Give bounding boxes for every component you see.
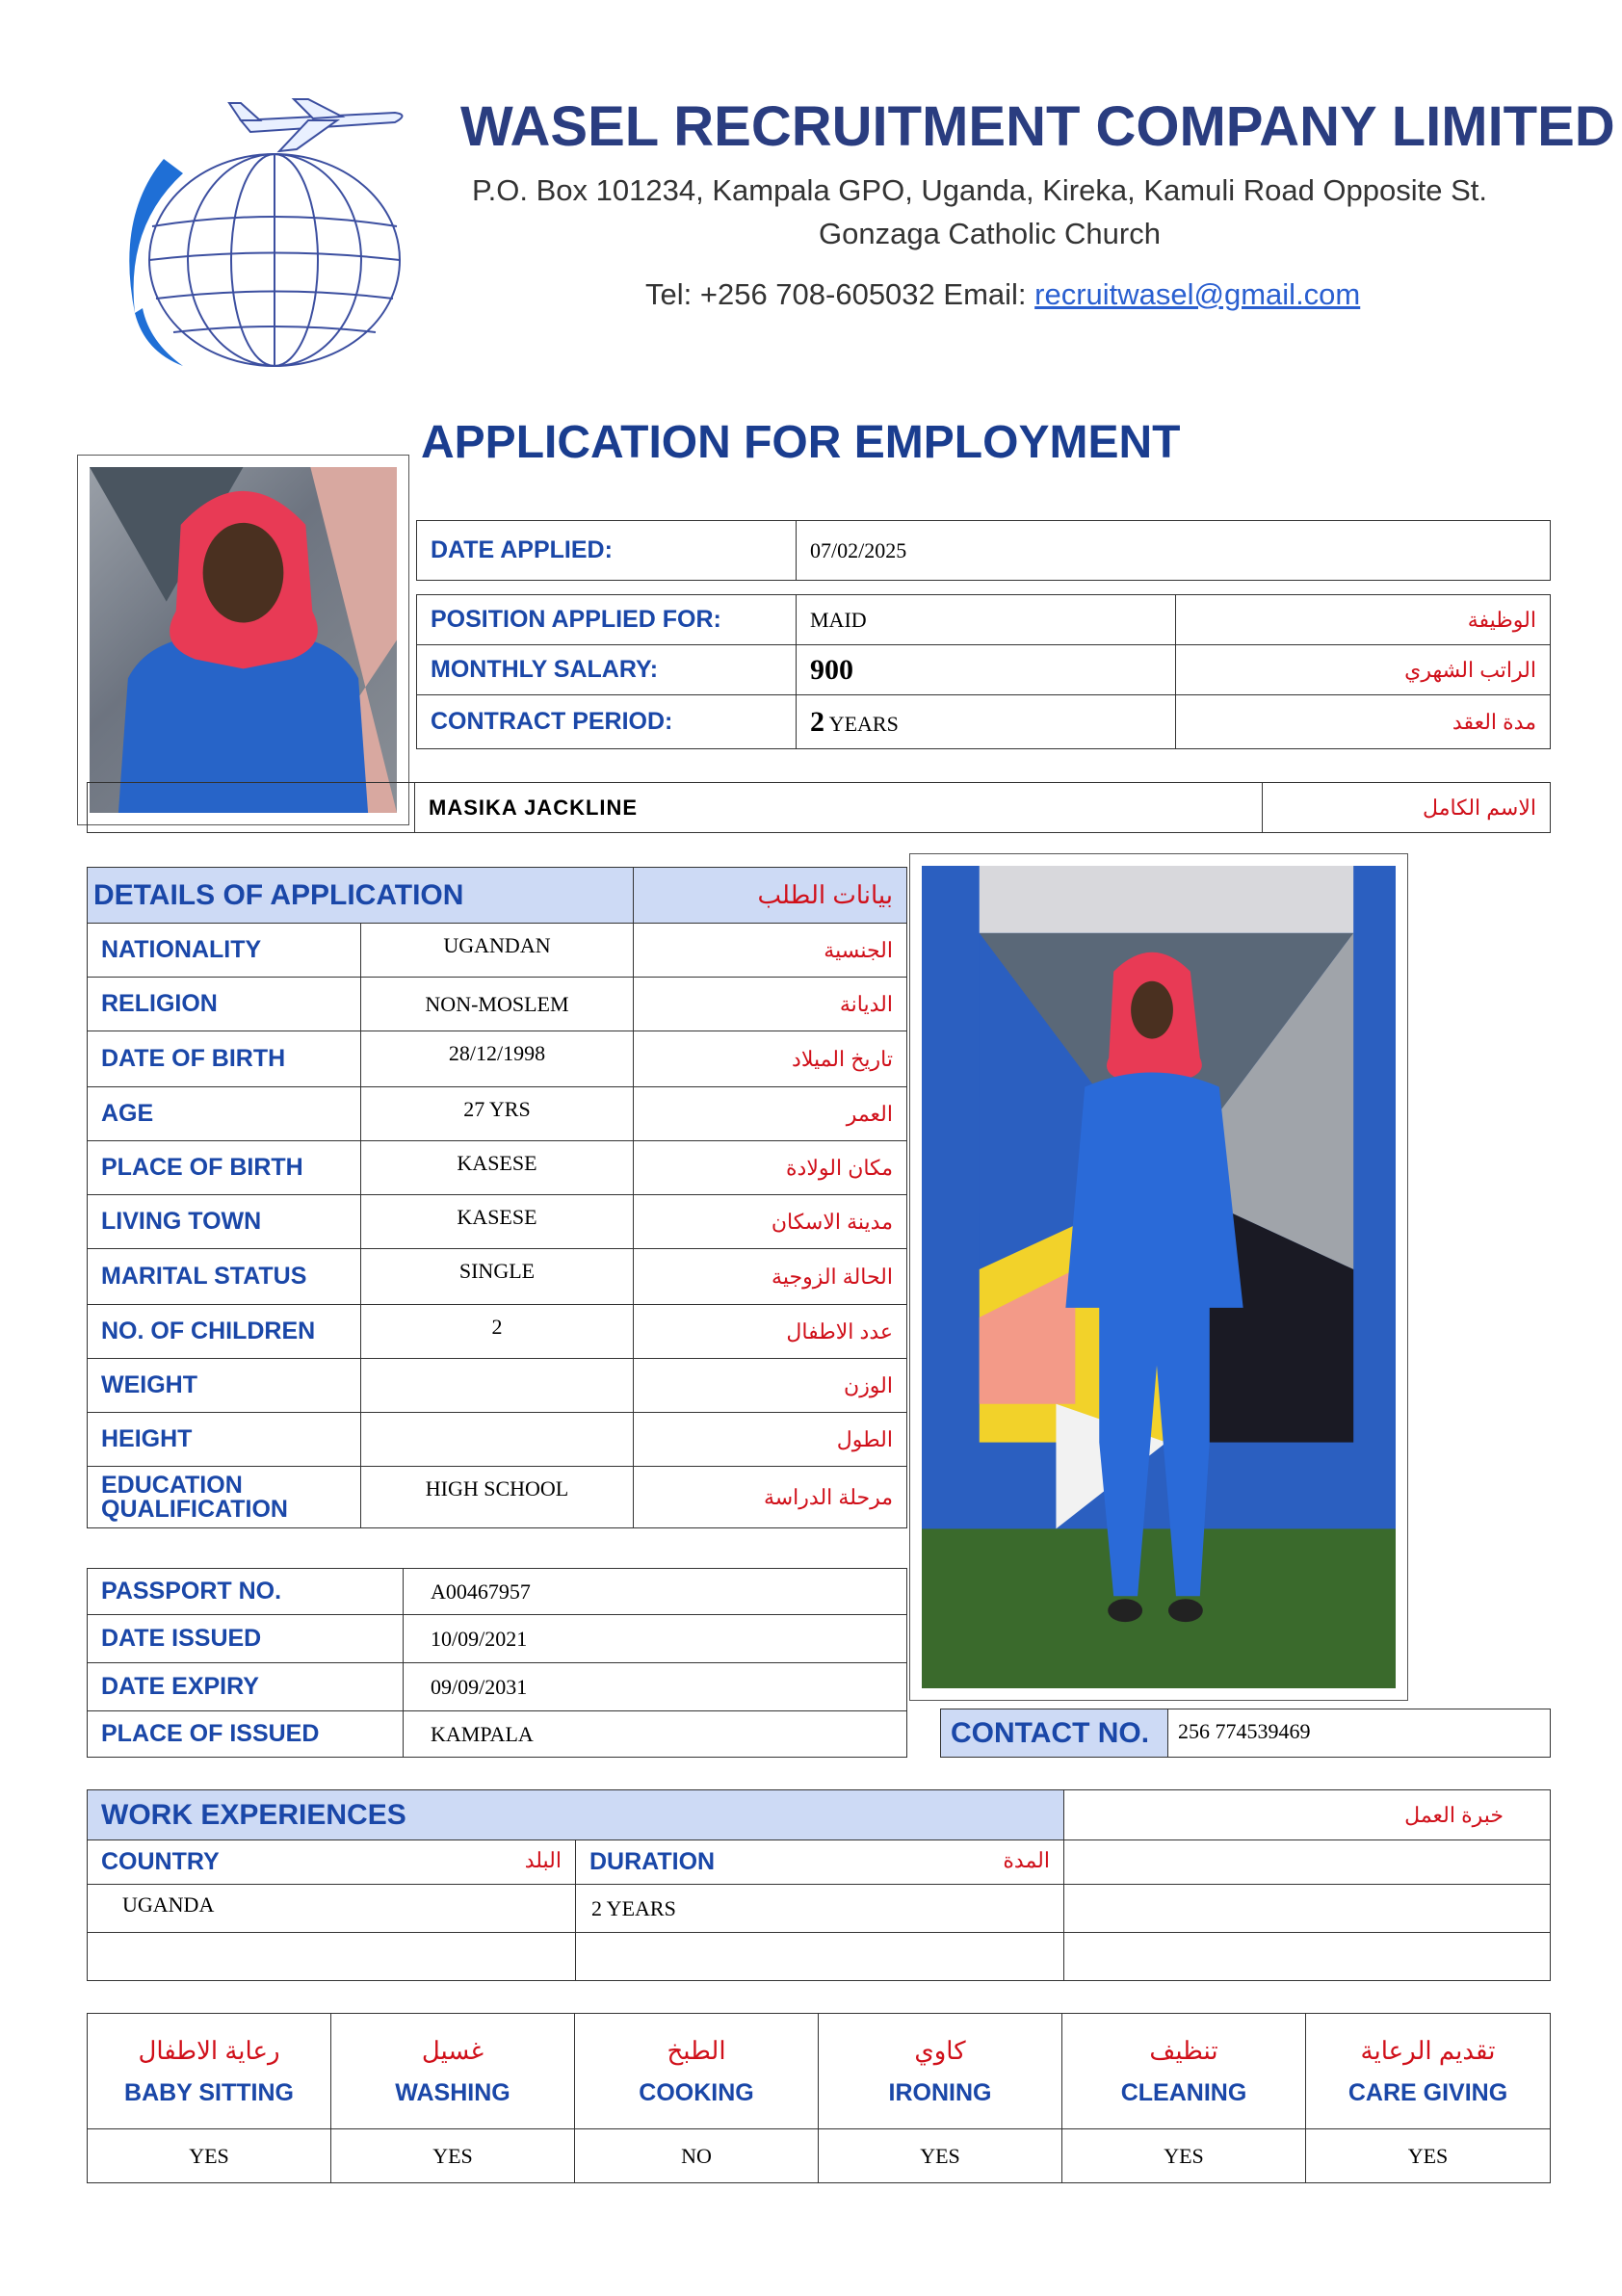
- work-extra: [1064, 1885, 1551, 1933]
- table-row: [88, 1615, 907, 1663]
- children-arabic: عدد الاطفال: [634, 1305, 907, 1359]
- religion-arabic: الديانة: [634, 978, 907, 1031]
- company-logo: [106, 91, 424, 371]
- date-expiry-label: DATE EXPIRY: [88, 1663, 404, 1711]
- work-experience-table: [87, 1789, 1551, 1981]
- company-contact-line: [645, 277, 1360, 312]
- table-row: [88, 978, 907, 1031]
- position-label: POSITION APPLIED FOR:: [417, 595, 797, 645]
- skill-arabic: غسيل: [421, 2035, 484, 2065]
- work-header: WORK EXPERIENCES: [88, 1790, 1064, 1840]
- contract-value: 2: [810, 705, 824, 738]
- passport-table: [87, 1568, 907, 1758]
- skill-label: CLEANING: [1120, 2078, 1247, 2106]
- skills-value-row: [88, 2129, 1551, 2183]
- skill-label: COOKING: [639, 2078, 754, 2106]
- height-label: HEIGHT: [88, 1413, 361, 1467]
- salary-label: MONTHLY SALARY:: [417, 645, 797, 695]
- skills-label-row: [88, 2014, 1551, 2129]
- skills-table: [87, 2013, 1551, 2183]
- full-name-arabic: الاسم الكامل: [1263, 783, 1551, 833]
- company-email-link[interactable]: recruitwasel@gmail.com: [1034, 277, 1361, 311]
- skill-value: YES: [1062, 2129, 1306, 2183]
- applicant-full-body-photo: [909, 853, 1408, 1701]
- age-arabic: العمر: [634, 1087, 907, 1141]
- position-table: [416, 594, 1551, 749]
- contract-value-suffix: YEARS: [824, 711, 899, 736]
- education-label: EDUCATION QUALIFICATION: [88, 1467, 361, 1528]
- work-header-arabic: خبرة العمل: [1064, 1790, 1551, 1840]
- skill-label: WASHING: [395, 2078, 510, 2106]
- work-duration: [576, 1933, 1064, 1981]
- age-label: AGE: [88, 1087, 361, 1141]
- table-row: [88, 1305, 907, 1359]
- company-address-line1: P.O. Box 101234, Kampala GPO, Uganda, Kireka, Kamuli Road Opposite St.: [472, 173, 1488, 207]
- weight-value: [360, 1359, 634, 1413]
- skill-cell: [1306, 2014, 1551, 2129]
- passport-no-value: A00467957: [404, 1569, 907, 1615]
- education-arabic: مرحلة الدراسة: [634, 1467, 907, 1528]
- height-arabic: الطول: [634, 1413, 907, 1467]
- dob-value: 28/12/1998: [360, 1031, 634, 1087]
- table-row: [88, 1031, 907, 1087]
- living-town-label: LIVING TOWN: [88, 1195, 361, 1249]
- skill-label: CARE GIVING: [1347, 2078, 1508, 2106]
- weight-label: WEIGHT: [88, 1359, 361, 1413]
- table-row: [88, 1141, 907, 1195]
- company-address-line2: Gonzaga Catholic Church: [819, 217, 1161, 250]
- details-header-row: [88, 868, 907, 924]
- place-of-birth-arabic: مكان الولادة: [634, 1141, 907, 1195]
- table-row: [88, 1885, 1551, 1933]
- work-subheader-row: [88, 1840, 1551, 1885]
- work-header-row: [88, 1790, 1551, 1840]
- skill-label: BABY SITTING: [124, 2078, 294, 2106]
- skill-arabic: رعاية الاطفال: [138, 2035, 280, 2065]
- date-applied-value: 07/02/2025: [797, 521, 1551, 581]
- details-header: DETAILS OF APPLICATION: [88, 868, 634, 924]
- skill-cell: [819, 2014, 1062, 2129]
- country-header-cell: [88, 1840, 576, 1885]
- full-name-value: MASIKA JACKLINE: [415, 783, 1263, 833]
- skill-arabic: تقديم الرعاية: [1360, 2035, 1496, 2065]
- date-issued-value: 10/09/2021: [404, 1615, 907, 1663]
- table-row: [88, 1359, 907, 1413]
- table-row: [88, 1087, 907, 1141]
- table-row: [88, 1249, 907, 1305]
- table-row: [88, 1711, 907, 1758]
- contract-row: [417, 695, 1551, 749]
- weight-arabic: الوزن: [634, 1359, 907, 1413]
- work-country: UGANDA: [88, 1885, 576, 1933]
- marital-status-label: MARITAL STATUS: [88, 1249, 361, 1305]
- date-applied-table: [416, 520, 1551, 581]
- skill-cell: [88, 2014, 331, 2129]
- country-arabic: البلد: [524, 1848, 562, 1872]
- skill-value: YES: [1306, 2129, 1551, 2183]
- full-body-figure: [922, 866, 1396, 1688]
- work-extra: [1064, 1933, 1551, 1981]
- globe-plane-icon: [106, 91, 424, 371]
- contact-label: CONTACT NO.: [941, 1709, 1168, 1758]
- contact-value: 256 774539469: [1168, 1709, 1551, 1758]
- position-value: MAID: [797, 595, 1176, 645]
- place-issued-label: PLACE OF ISSUED: [88, 1711, 404, 1758]
- skill-arabic: تنظيف: [1149, 2035, 1218, 2065]
- skill-arabic: كاوي: [914, 2035, 966, 2065]
- nationality-arabic: الجنسية: [634, 924, 907, 978]
- table-row: [88, 1569, 907, 1615]
- place-of-birth-value: KASESE: [360, 1141, 634, 1195]
- details-table: [87, 867, 907, 1528]
- salary-arabic: الراتب الشهري: [1176, 645, 1551, 695]
- work-extra-header: [1064, 1840, 1551, 1885]
- date-issued-label: DATE ISSUED: [88, 1615, 404, 1663]
- salary-value: 900: [797, 645, 1176, 695]
- dob-arabic: تاريخ الميلاد: [634, 1031, 907, 1087]
- living-town-arabic: مدينة الاسكان: [634, 1195, 907, 1249]
- contract-label: CONTRACT PERIOD:: [417, 695, 797, 749]
- duration-header-cell: [576, 1840, 1064, 1885]
- contact-table: [940, 1709, 1551, 1758]
- page-title: APPLICATION FOR EMPLOYMENT: [421, 417, 1181, 468]
- table-row: [88, 1467, 907, 1528]
- dob-label: DATE OF BIRTH: [88, 1031, 361, 1087]
- skill-cell: [1062, 2014, 1306, 2129]
- children-label: NO. OF CHILDREN: [88, 1305, 361, 1359]
- place-issued-value: KAMPALA: [404, 1711, 907, 1758]
- table-row: [88, 1413, 907, 1467]
- skill-value: YES: [331, 2129, 575, 2183]
- nationality-label: NATIONALITY: [88, 924, 361, 978]
- details-header-arabic: بيانات الطلب: [634, 868, 907, 924]
- position-arabic: الوظيفة: [1176, 595, 1551, 645]
- duration-arabic: المدة: [1003, 1848, 1050, 1872]
- date-expiry-value: 09/09/2031: [404, 1663, 907, 1711]
- skill-value: YES: [88, 2129, 331, 2183]
- company-name: WASEL RECRUITMENT COMPANY LIMITED: [460, 95, 1615, 158]
- living-town-value: KASESE: [360, 1195, 634, 1249]
- skill-cell: [331, 2014, 575, 2129]
- table-row: [88, 1195, 907, 1249]
- skill-value: NO: [575, 2129, 819, 2183]
- height-value: [360, 1413, 634, 1467]
- country-label: COUNTRY: [101, 1848, 220, 1875]
- skill-arabic: الطبخ: [667, 2035, 726, 2065]
- table-row: [88, 1933, 1551, 1981]
- passport-no-label: PASSPORT NO.: [88, 1569, 404, 1615]
- contract-value-cell: [797, 695, 1176, 749]
- education-value: HIGH SCHOOL: [360, 1467, 634, 1528]
- place-of-birth-label: PLACE OF BIRTH: [88, 1141, 361, 1195]
- children-value: 2: [360, 1305, 634, 1359]
- applicant-portrait-photo: [77, 455, 409, 825]
- salary-row: [417, 645, 1551, 695]
- portrait-figure: [90, 467, 397, 813]
- position-row: [417, 595, 1551, 645]
- religion-value: NON-MOSLEM: [360, 978, 634, 1031]
- full-name-table: [87, 782, 1551, 833]
- marital-status-arabic: الحالة الزوجية: [634, 1249, 907, 1305]
- work-duration: 2 YEARS: [576, 1885, 1064, 1933]
- skill-cell: [575, 2014, 819, 2129]
- age-value: 27 YRS: [360, 1087, 634, 1141]
- duration-label: DURATION: [589, 1848, 716, 1875]
- nationality-value: UGANDAN: [360, 924, 634, 978]
- marital-status-value: SINGLE: [360, 1249, 634, 1305]
- skill-label: IRONING: [888, 2078, 992, 2106]
- date-applied-label: DATE APPLIED:: [417, 521, 797, 581]
- company-tel: Tel: +256 708-605032 Email:: [645, 277, 1035, 311]
- table-row: [88, 1663, 907, 1711]
- skill-value: YES: [819, 2129, 1062, 2183]
- table-row: [88, 924, 907, 978]
- contract-arabic: مدة العقد: [1176, 695, 1551, 749]
- religion-label: RELIGION: [88, 978, 361, 1031]
- work-country: [88, 1933, 576, 1981]
